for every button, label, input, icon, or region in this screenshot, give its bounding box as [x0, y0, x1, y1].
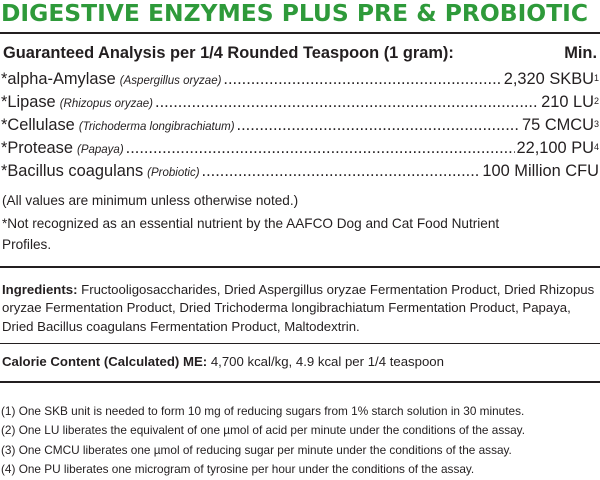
guaranteed-analysis-heading: Guaranteed Analysis per 1/4 Rounded Teaspoon (1 gram): [3, 44, 454, 62]
footnote-ref: 4 [593, 142, 599, 152]
analysis-row-amylase [1, 69, 599, 92]
leader-dots [223, 69, 501, 90]
analysis-row-cellulase [1, 115, 599, 138]
footnote-3: (3) One CMCU liberates one µmol of reducing sugar per minute under the conditions of the assay. [1, 443, 512, 457]
nutrient-source: (Rhizopus oryzae) [59, 98, 154, 110]
calorie-content [2, 354, 598, 369]
nutrient-source: (Trichoderma longibrachiatum) [78, 121, 235, 133]
nutrient-value: 75 CMCU$^3$ [522, 116, 599, 134]
page-title: DIGESTIVE ENZYMES PLUS PRE & PROBIOTIC [1, 0, 589, 27]
footnote-ref: 1 [593, 73, 599, 83]
analysis-row-protease [1, 138, 599, 161]
nutrient-name: *Protease [1, 139, 73, 157]
footnote-ref: 3 [593, 119, 599, 129]
nutrient-source: (Aspergillus oryzae) [119, 75, 222, 87]
ingredients-label: Ingredients: [2, 282, 78, 297]
nutrient-value: 22,100 $PU^4$ [516, 139, 599, 157]
footnote-2: (2) One LU liberates the equivalent of one µmol of acid per minute under the conditions of the assay. [1, 423, 525, 437]
footnote-1: (1) One SKB unit is needed to form 10 mg of reducing sugars from 1% starch solution in 30 minutes. [1, 404, 525, 418]
section-divider [0, 381, 600, 383]
nutrient-name: *Lipase [1, 93, 56, 111]
ingredients-section [2, 281, 598, 336]
leader-dots [155, 92, 539, 113]
footnote-ref: 2 [593, 96, 599, 106]
guaranteed-analysis-header [3, 44, 597, 63]
leader-dots [126, 138, 515, 159]
nutrient-value: 100 Million CFU [482, 162, 599, 180]
min-column-label: Min. [564, 44, 597, 62]
nutrient-name: *alpha-Amylase [1, 70, 116, 88]
section-divider [0, 343, 600, 344]
nutrient-name: *Bacillus coagulans [1, 162, 144, 180]
minimum-values-note: (All values are minimum unless otherwise noted.) [2, 193, 299, 208]
nutrient-value: 2,320 SKBU$^1$ [503, 70, 599, 88]
calorie-label: Calorie Content (Calculated) ME: [2, 354, 208, 369]
section-divider [0, 266, 600, 268]
nutrient-source: (Probiotic) [147, 167, 200, 179]
nutrient-source: (Papaya) [76, 144, 124, 156]
calorie-text: 4,700 kcal/kg, 4.9 kcal per 1/4 teaspoon [210, 354, 444, 369]
analysis-row-bacillus [1, 161, 599, 184]
leader-dots [202, 161, 481, 182]
analysis-row-lipase [1, 92, 599, 115]
footnote-4: (4) One PU liberates one microgram of tyrosine per hour under the conditions of the assay. [1, 462, 475, 476]
aafco-note: *Not recognized as an essential nutrient by the AAFCO Dog and Cat Food Nutrient Profiles. [2, 216, 500, 252]
nutrient-value: 210 $LU^2$ [541, 93, 599, 111]
title-divider [0, 32, 600, 34]
nutrient-name: *Cellulase [1, 116, 75, 134]
ingredients-text: Fructooligosaccharides, Dried Aspergillus oryzae Fermentation Product, Dried Rhizopus oryzae Fermentation Product, Dried Trichoderma longibrachiatum Fermentation Product, Papaya, Dried Bacillus coagulans Fermentation Product, Maltodextrin. [2, 282, 595, 334]
leader-dots [237, 115, 520, 136]
